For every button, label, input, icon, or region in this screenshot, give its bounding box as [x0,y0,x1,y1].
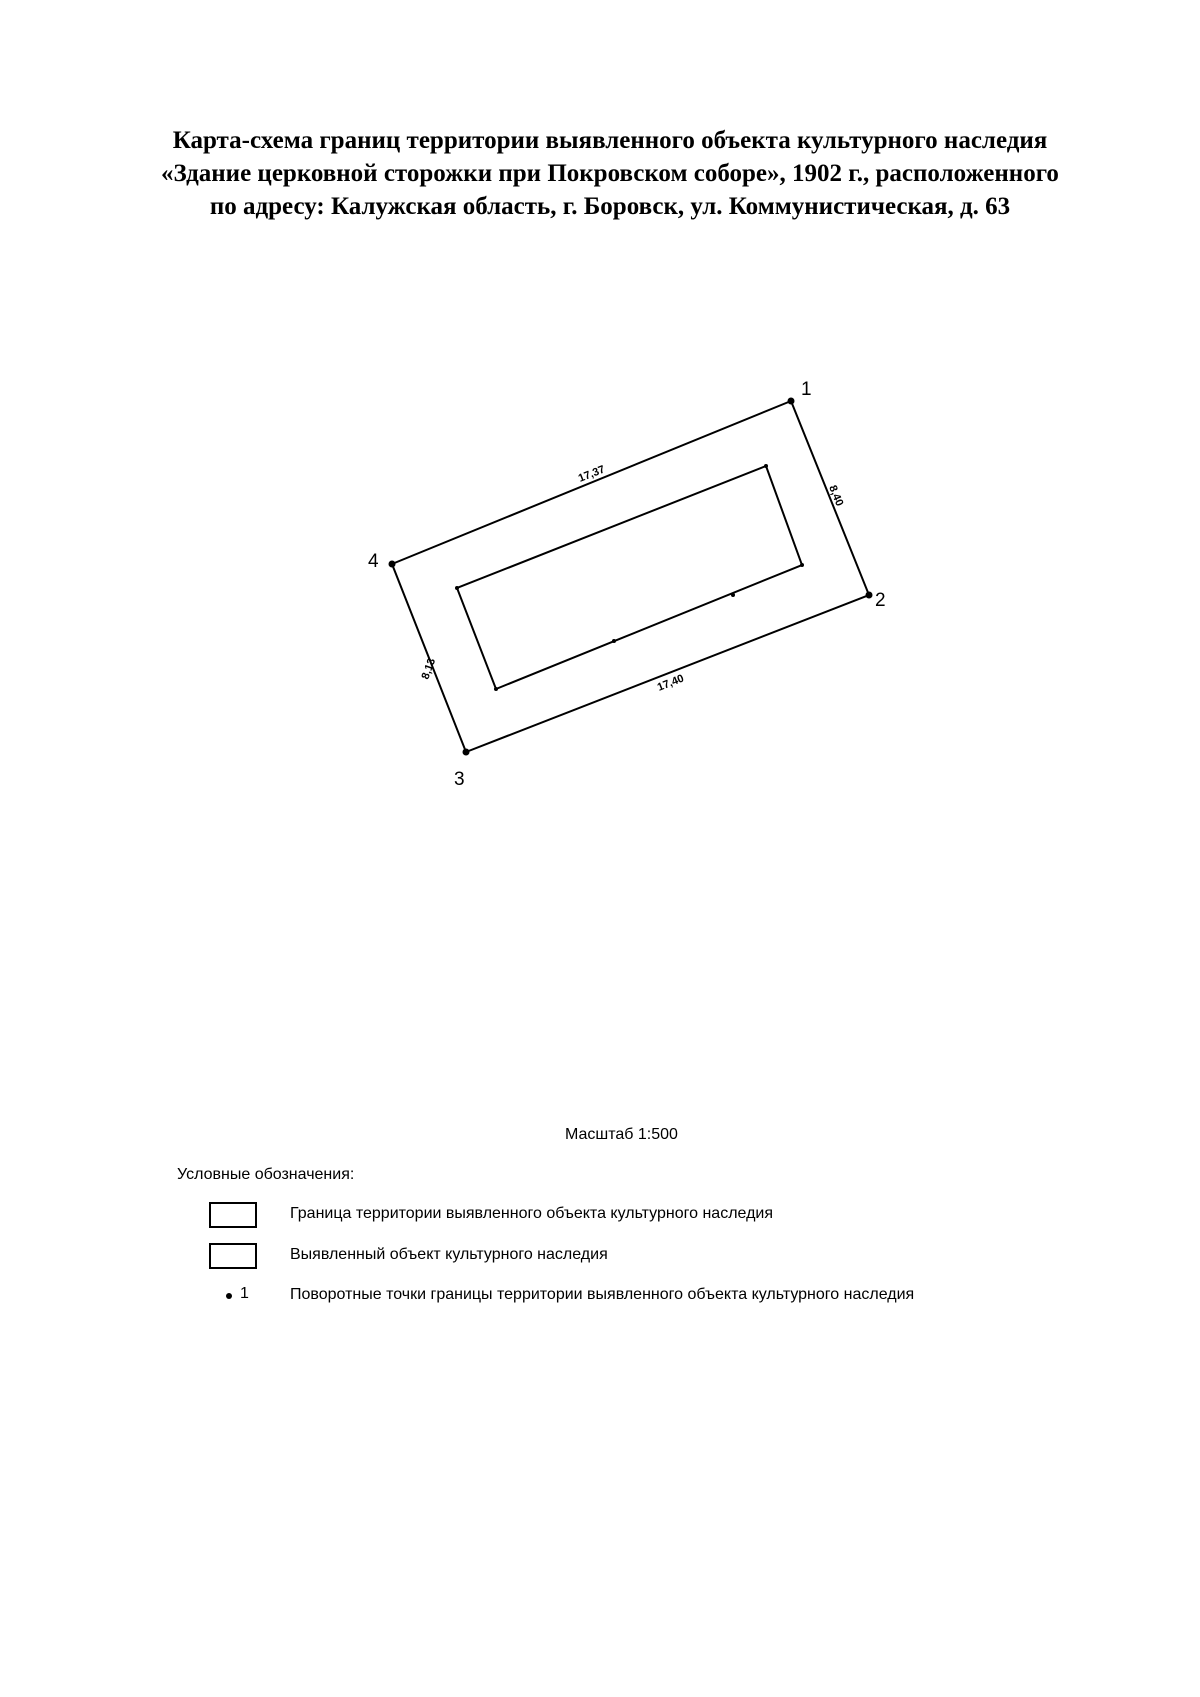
dimension-label-bottom: 17,40 [655,672,686,694]
building-vertex [612,639,616,643]
building-vertex [455,586,459,590]
building-vertex [800,563,804,567]
turning-point-3 [463,749,470,756]
territory-boundary [392,401,869,752]
object-swatch-icon [209,1243,257,1269]
legend-label: Выявленный объект культурного наследия [290,1246,608,1263]
turning-point-4 [389,561,396,568]
title-line-1: Карта-схема границ территории выявленного объекта культурного наследия [172,127,1048,154]
point-label-4: 4 [368,551,379,572]
building-vertex [764,464,768,468]
title-line-3: по адресу: Калужская область, г. Боровск, ул. Коммунистическая, д. 63 [209,193,1011,220]
building-vertex [494,687,498,691]
point-label-1: 1 [801,379,812,400]
dot-icon [226,1293,232,1299]
dimension-label-top: 17,37 [576,463,607,485]
turning-point-1 [788,398,795,405]
map-scale: Масштаб 1:500 [565,1126,678,1143]
point-label-2: 2 [875,590,886,611]
dimension-label-left: 8,13 [419,656,439,682]
legend-label: Граница территории выявленного объекта культурного наследия [290,1205,774,1222]
legend-title: Условные обозначения: [177,1166,355,1183]
dimension-label-right: 8,40 [826,483,846,508]
legend-symbol: 1 [240,1285,249,1302]
building-vertex [731,593,735,597]
turning-point-2 [866,592,873,599]
legend-label: Поворотные точки границы территории выявленного объекта культурного наследия [290,1286,915,1303]
heritage-object-outline [457,463,802,689]
point-label-3: 3 [454,769,465,790]
title-line-2: «Здание церковной сторожки при Покровском соборе», 1902 г., расположенного [161,160,1059,187]
boundary-swatch-icon [209,1202,257,1228]
